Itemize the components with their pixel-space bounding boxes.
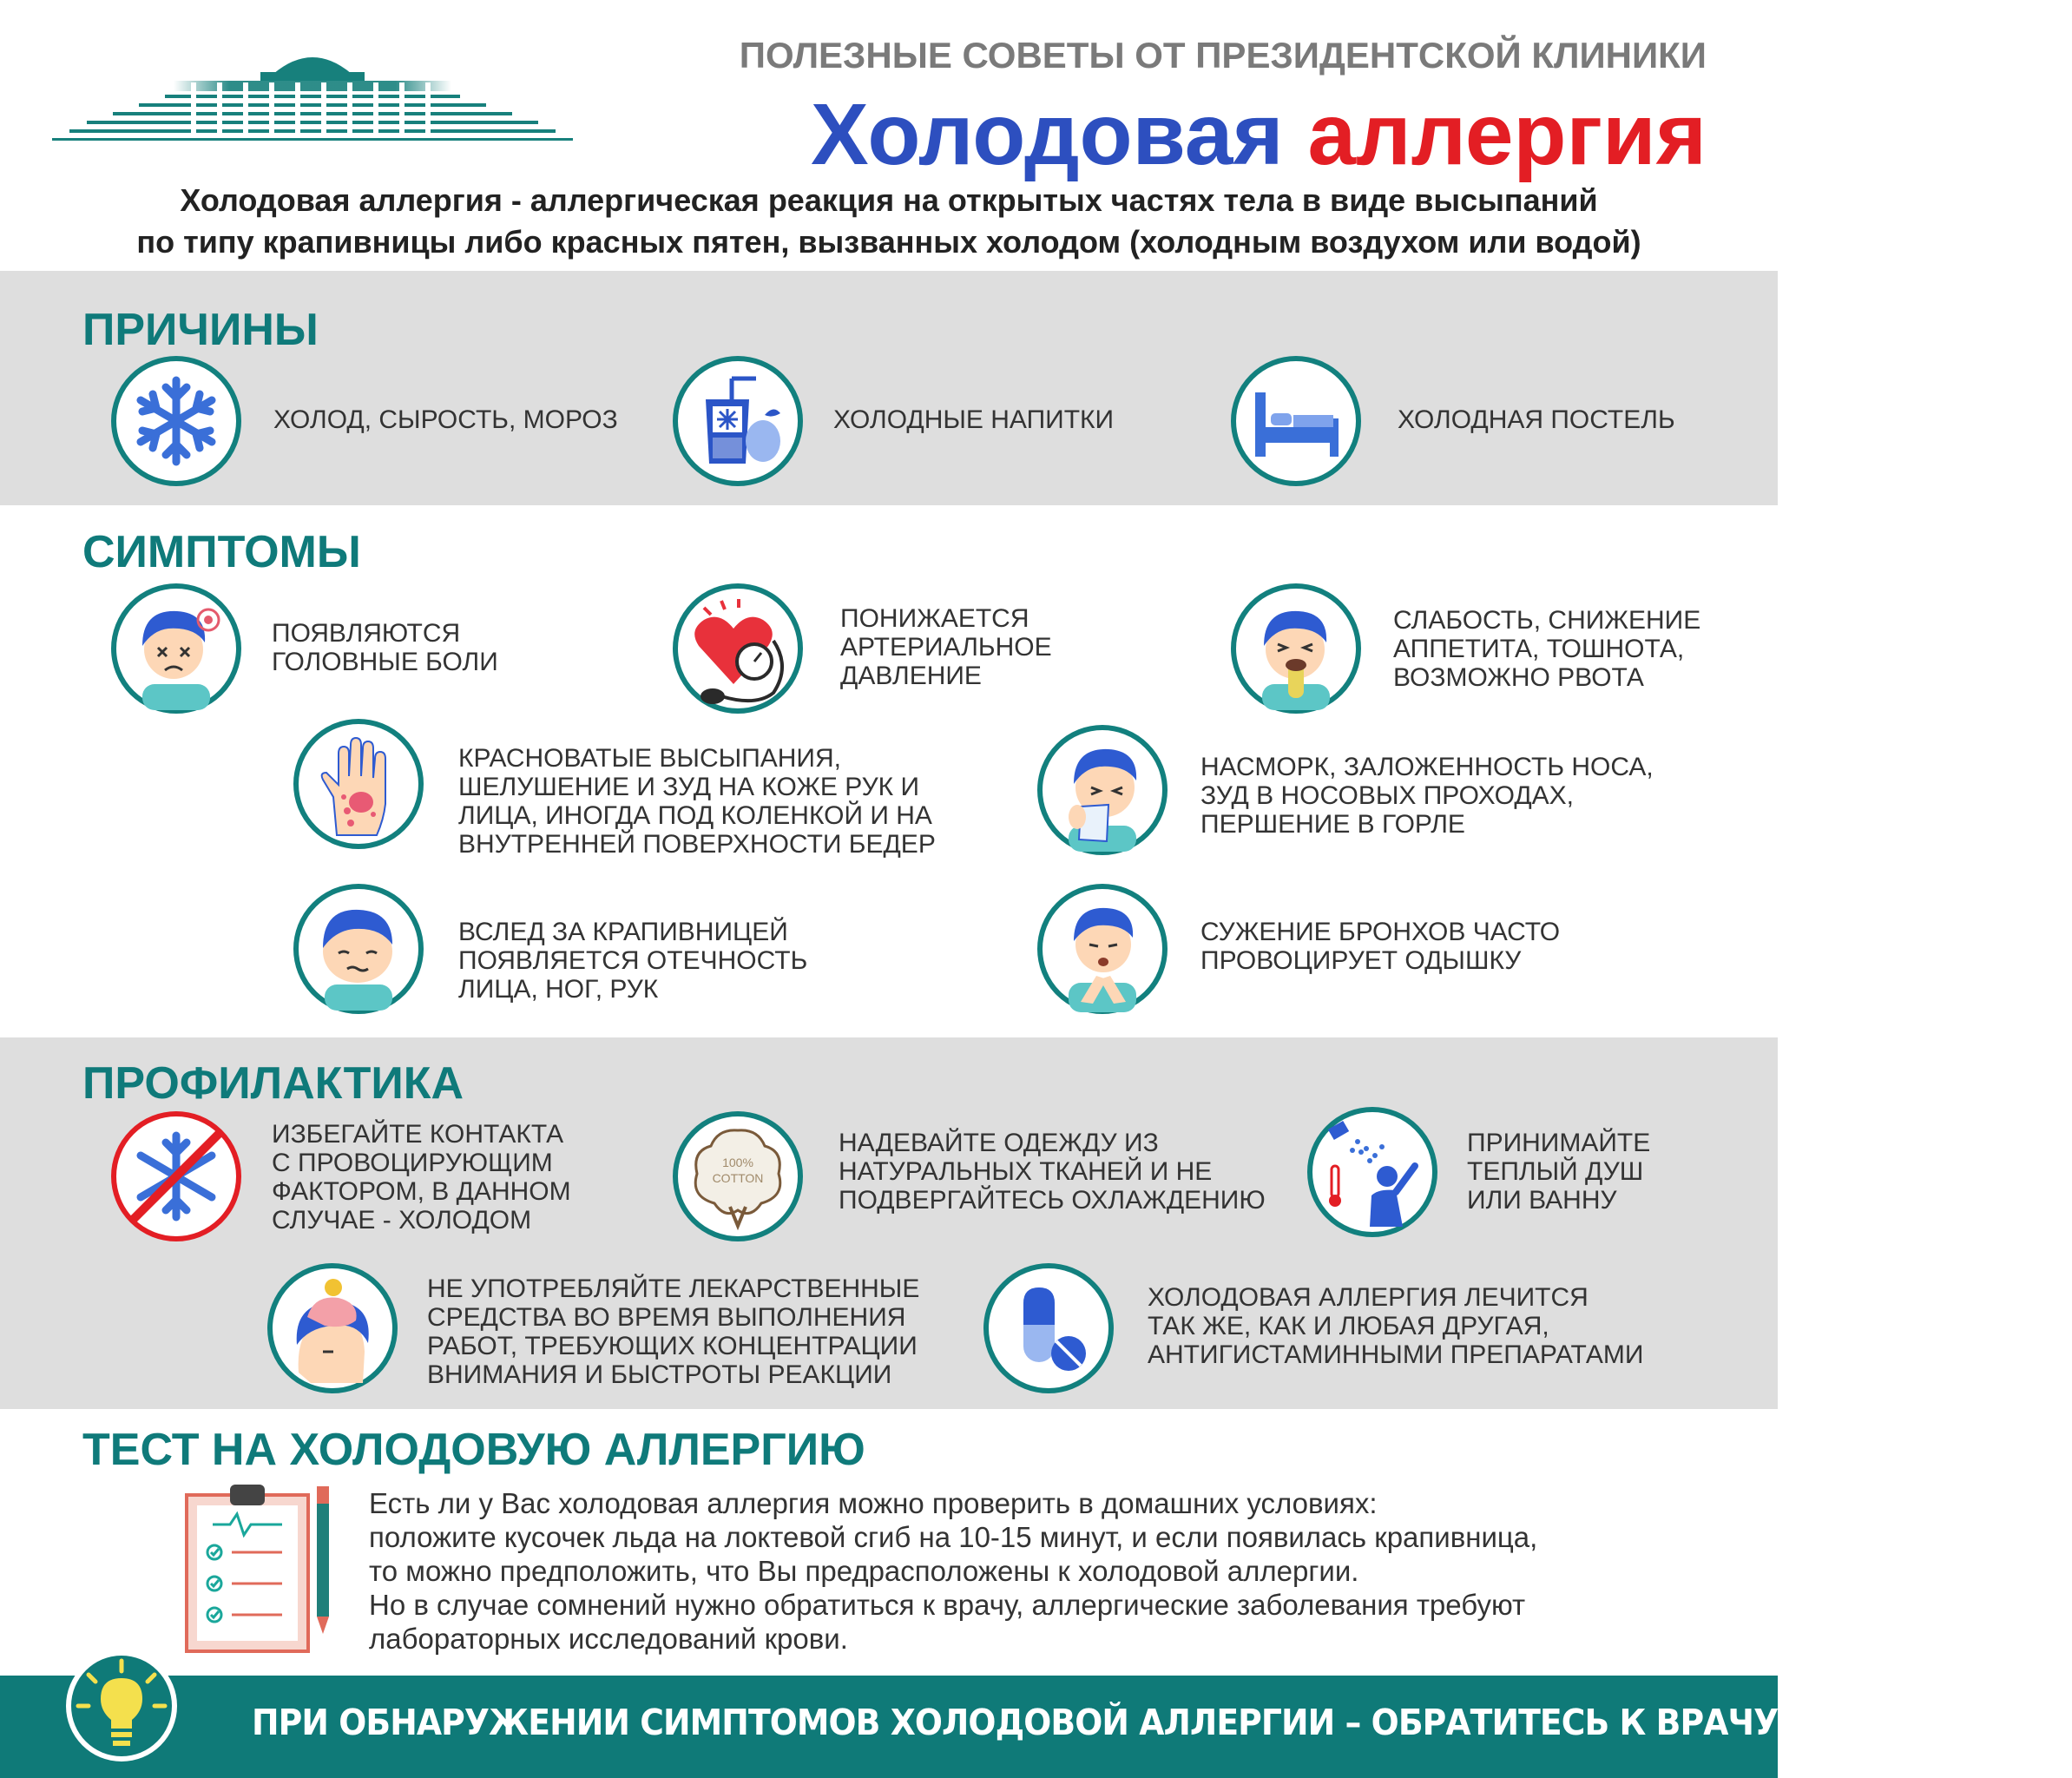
symptom-rash-line-3: ЛИЦА, ИНОГДА ПОД КОЛЕНКОЙ И НА	[458, 801, 932, 830]
prevention-avoid-line-2: С ПРОВОЦИРУЮЩИМ	[272, 1149, 553, 1177]
cause-label-bed: ХОЛОДНАЯ ПОСТЕЛЬ	[1398, 405, 1675, 434]
cotton-percent-label: 100%	[722, 1156, 753, 1169]
prevention-shower-line-2: ТЕПЛЫЙ ДУШ	[1467, 1157, 1644, 1186]
symptom-runny-nose-line-1: НАСМОРК, ЗАЛОЖЕННОСТЬ НОСА,	[1200, 753, 1654, 781]
test-line-4: Но в случае сомнений нужно обратиться к врачу, аллергические заболевания требуют	[369, 1589, 1526, 1621]
lead-line-2: по типу крапивницы либо красных пятен, вызванных холодом (холодным воздухом или водой)	[136, 224, 1641, 260]
symptom-breath-line-1: СУЖЕНИЕ БРОНХОВ ЧАСТО	[1200, 918, 1561, 946]
symptom-nausea-line-3: ВОЗМОЖНО РВОТА	[1393, 663, 1644, 692]
symptom-rash-line-1: КРАСНОВАТЫЕ ВЫСЫПАНИЯ,	[458, 744, 841, 773]
lead-line-1: Холодовая аллергия - аллергическая реакция на открытых частях тела в виде высыпаний	[180, 182, 1598, 218]
symptom-headache-line-1: ПОЯВЛЯЮТСЯ	[272, 619, 461, 648]
prevention-medication-text	[427, 1274, 919, 1389]
cotton-icon	[673, 1111, 803, 1241]
symptom-rash-line-2: ШЕЛУШЕНИЕ И ЗУД НА КОЖЕ РУК И	[458, 773, 920, 801]
prevention-avoid-line-3: ФАКТОРОМ, В ДАННОМ	[272, 1177, 571, 1206]
symptom-headache-line-2: ГОЛОВНЫЕ БОЛИ	[272, 648, 498, 676]
symptom-swelling-line-3: ЛИЦА, НОГ, РУК	[458, 975, 659, 1004]
prevention-avoid-line-1: ИЗБЕГАЙТЕ КОНТАКТА	[272, 1120, 564, 1149]
symptom-pressure-text	[840, 604, 1052, 690]
test-line-1: Есть ли у Вас холодовая аллергия можно проверить в домашних условиях:	[369, 1487, 1378, 1519]
prevention-clothes-text	[839, 1129, 1266, 1215]
symptom-nausea-text	[1393, 606, 1700, 692]
rash-hand-icon	[293, 719, 424, 849]
heart-pressure-icon	[673, 583, 803, 714]
test-line-5: лабораторных исследований крови.	[369, 1623, 848, 1655]
symptom-swelling-text	[458, 918, 807, 1004]
swollen-face-icon	[293, 884, 424, 1014]
clinic-building-logo	[52, 39, 573, 152]
prevention-medication-line-2: СРЕДСТВА ВО ВРЕМЯ ВЫПОЛНЕНИЯ	[427, 1303, 906, 1332]
headache-face-icon	[111, 583, 241, 714]
symptom-pressure-line-2: АРТЕРИАЛЬНОЕ	[840, 633, 1052, 662]
snowflake-icon	[111, 356, 241, 486]
prevention-medication-line-1: НЕ УПОТРЕБЛЯЙТЕ ЛЕКАРСТВЕННЫЕ	[427, 1274, 920, 1303]
supertitle: ПОЛЕЗНЫЕ СОВЕТЫ ОТ ПРЕЗИДЕНТСКОЙ КЛИНИКИ	[739, 35, 1707, 76]
prevention-heading: ПРОФИЛАКТИКА	[82, 1058, 464, 1109]
shortness-of-breath-face-icon	[1037, 884, 1168, 1014]
symptom-runny-nose-line-3: ПЕРШЕНИЕ В ГОРЛЕ	[1200, 810, 1465, 839]
symptom-runny-nose-line-2: ЗУД В НОСОВЫХ ПРОХОДАХ,	[1200, 781, 1575, 810]
symptom-nausea-line-1: СЛАБОСТЬ, СНИЖЕНИЕ	[1393, 606, 1701, 635]
symptom-runny-nose-text	[1200, 753, 1654, 839]
pills-icon	[983, 1263, 1114, 1393]
footer-text: ПРИ ОБНАРУЖЕНИИ СИМПТОМОВ ХОЛОДОВОЙ АЛЛЕРГИИ – ОБРАТИТЕСЬ К ВРАЧУ-АЛЛЕРГОЛОГУ!	[252, 1702, 2072, 1743]
symptom-headache-text	[272, 619, 498, 676]
causes-heading: ПРИЧИНЫ	[82, 305, 319, 355]
symptom-swelling-line-2: ПОЯВЛЯЕТСЯ ОТЕЧНОСТЬ	[458, 946, 808, 975]
prevention-shower-line-1: ПРИНИМАЙТЕ	[1467, 1129, 1651, 1157]
symptom-breath-line-2: ПРОВОЦИРУЕТ ОДЫШКУ	[1200, 946, 1522, 975]
bed-icon	[1231, 356, 1361, 486]
symptom-pressure-line-1: ПОНИЖАЕТСЯ	[840, 604, 1029, 633]
page-title	[578, 87, 1707, 182]
symptom-breath-text	[1200, 918, 1560, 975]
symptoms-heading: СИМПТОМЫ	[82, 527, 361, 577]
test-description	[369, 1486, 1723, 1656]
prevention-antihistamine-text	[1148, 1283, 1643, 1369]
cotton-word-label: COTTON	[712, 1171, 764, 1185]
prevention-antihistamine-line-1: ХОЛОДОВАЯ АЛЛЕРГИЯ ЛЕЧИТСЯ	[1148, 1283, 1589, 1312]
no-cold-icon	[111, 1111, 241, 1241]
symptom-swelling-line-1: ВСЛЕД ЗА КРАПИВНИЦЕЙ	[458, 918, 788, 946]
test-heading: ТЕСТ НА ХОЛОДОВУЮ АЛЛЕРГИЮ	[82, 1425, 865, 1475]
prevention-antihistamine-line-3: АНТИГИСТАМИННЫМИ ПРЕПАРАТАМИ	[1148, 1340, 1644, 1369]
prevention-medication-line-4: ВНИМАНИЯ И БЫСТРОТЫ РЕАКЦИИ	[427, 1360, 892, 1389]
prevention-shower-text	[1467, 1129, 1650, 1215]
prevention-avoid-line-4: СЛУЧАЕ - ХОЛОДОМ	[272, 1206, 532, 1235]
runny-nose-face-icon	[1037, 725, 1168, 855]
prevention-avoid-text	[272, 1120, 571, 1235]
lightbulb-icon	[61, 1645, 182, 1767]
nausea-face-icon	[1231, 583, 1361, 714]
title-part-red: аллергия	[1307, 86, 1707, 183]
symptom-pressure-line-3: ДАВЛЕНИЕ	[840, 662, 982, 690]
prevention-antihistamine-line-2: ТАК ЖЕ, КАК И ЛЮБАЯ ДРУГАЯ,	[1148, 1312, 1549, 1340]
symptom-nausea-line-2: АППЕТИТА, ТОШНОТА,	[1393, 635, 1685, 663]
shower-icon	[1307, 1107, 1437, 1237]
clipboard-checklist-icon	[178, 1478, 343, 1660]
symptom-rash-line-4: ВНУТРЕННЕЙ ПОВЕРХНОСТИ БЕДЕР	[458, 830, 936, 859]
prevention-shower-line-3: ИЛИ ВАННУ	[1467, 1186, 1617, 1215]
concentration-head-icon	[267, 1263, 398, 1393]
prevention-clothes-line-3: ПОДВЕРГАЙТЕСЬ ОХЛАЖДЕНИЮ	[839, 1186, 1266, 1215]
prevention-clothes-line-1: НАДЕВАЙТЕ ОДЕЖДУ ИЗ	[839, 1129, 1159, 1157]
cold-drink-icon	[673, 356, 803, 486]
prevention-clothes-line-2: НАТУРАЛЬНЫХ ТКАНЕЙ И НЕ	[839, 1157, 1213, 1186]
title-part-blue: Холодовая	[811, 86, 1284, 183]
test-line-2: положите кусочек льда на локтевой сгиб на 10-15 минут, и если появилась крапивница,	[369, 1521, 1538, 1553]
cause-label-cold: ХОЛОД, СЫРОСТЬ, МОРОЗ	[273, 405, 618, 434]
cause-label-drinks: ХОЛОДНЫЕ НАПИТКИ	[833, 405, 1115, 434]
prevention-medication-line-3: РАБОТ, ТРЕБУЮЩИХ КОНЦЕНТРАЦИИ	[427, 1332, 918, 1360]
symptom-rash-text	[458, 744, 936, 859]
test-line-3: то можно предположить, что Вы предрасположены к холодовой аллергии.	[369, 1555, 1359, 1587]
